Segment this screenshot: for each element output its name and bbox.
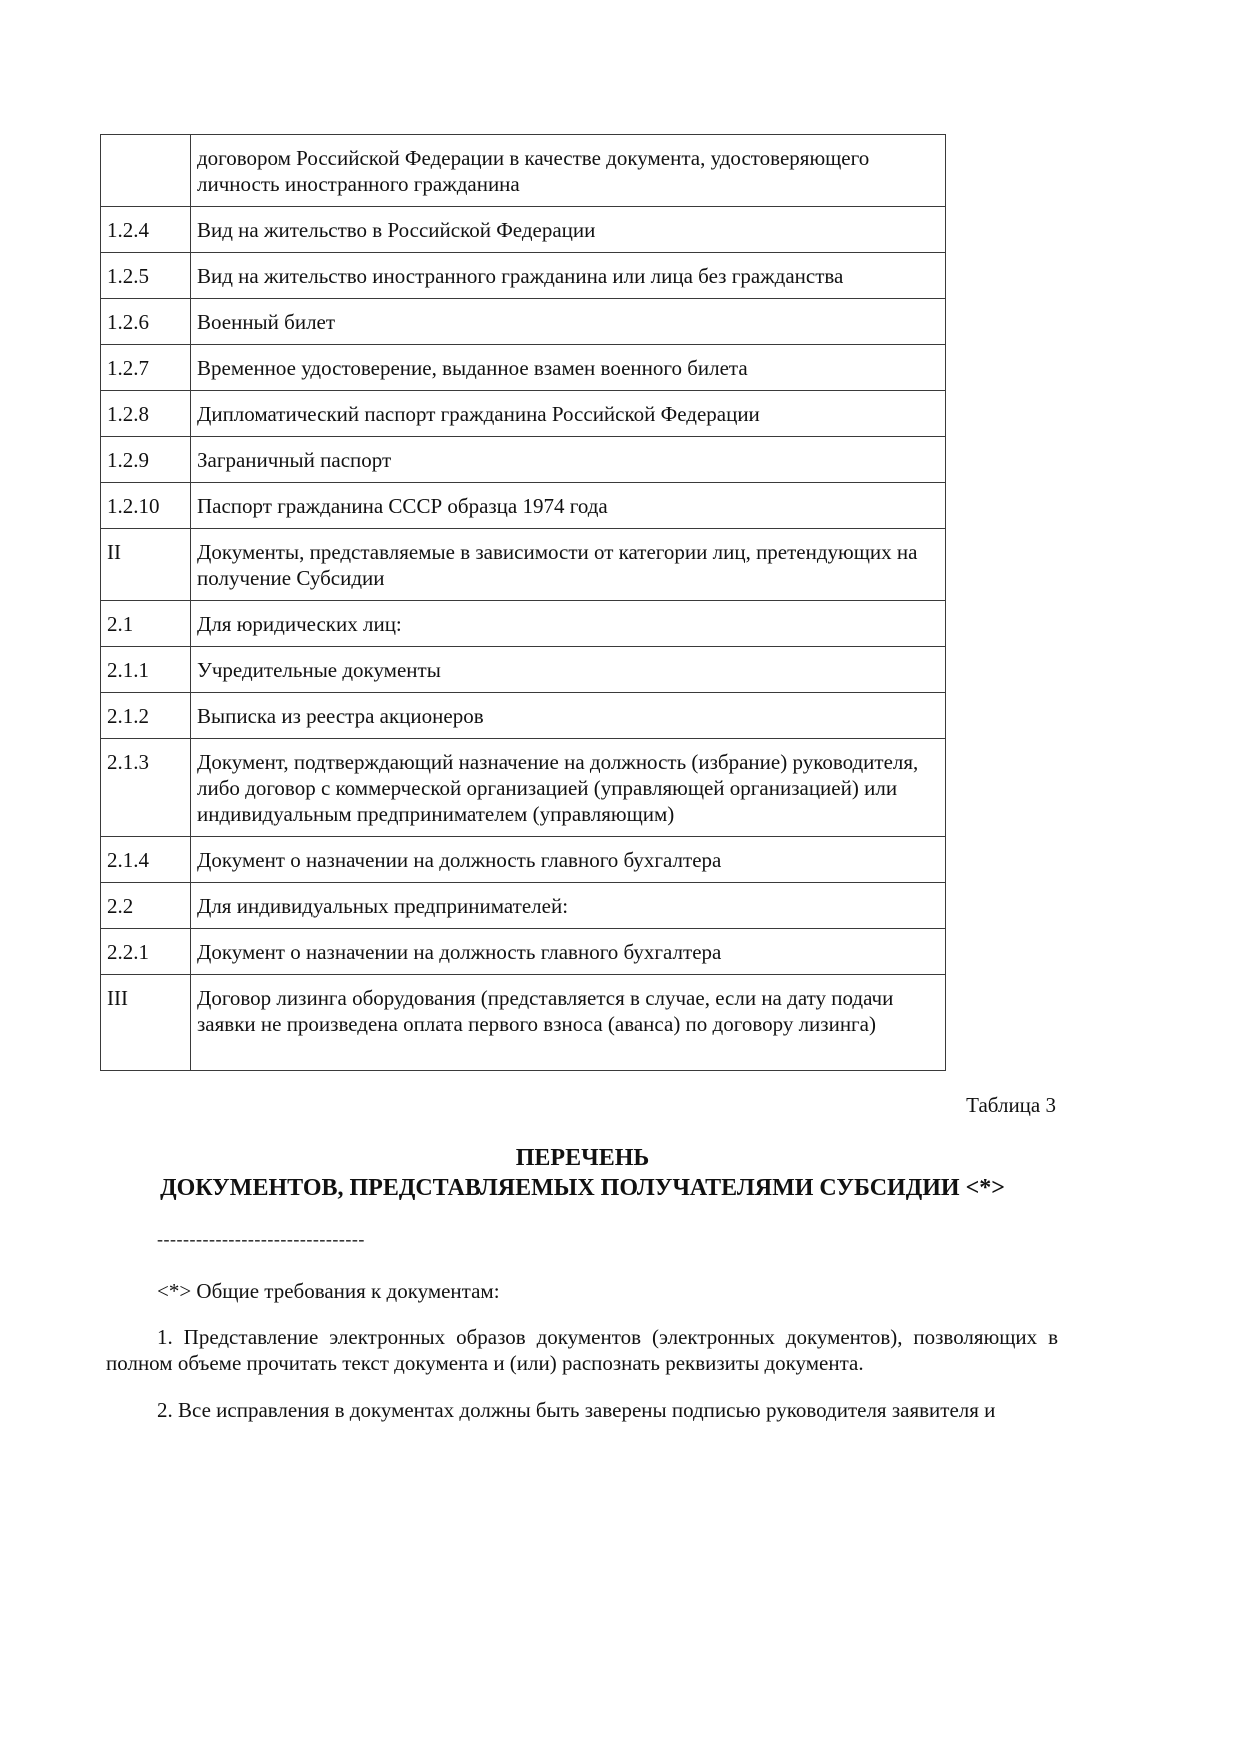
row-number: 2.1.1 <box>101 647 191 693</box>
row-number: 1.2.5 <box>101 253 191 299</box>
table-row <box>101 975 946 1071</box>
table-row <box>101 601 946 647</box>
table-row <box>101 207 946 253</box>
table-row <box>101 135 946 207</box>
row-number: 1.2.8 <box>101 391 191 437</box>
row-text: Договор лизинга оборудования (представляется в случае, если на дату подачи заявки не произведена оплата первого взноса (аванса) по договору лизинга) <box>191 975 946 1071</box>
row-text: Учредительные документы <box>191 647 946 693</box>
row-text: Дипломатический паспорт гражданина Российской Федерации <box>191 391 946 437</box>
title-line-1: ПЕРЕЧЕНЬ <box>515 1145 650 1171</box>
row-number: 1.2.4 <box>101 207 191 253</box>
row-text: Выписка из реестра акционеров <box>191 693 946 739</box>
row-number: 1.2.6 <box>101 299 191 345</box>
table-label: Таблица 3 <box>966 1093 1056 1117</box>
row-number: 1.2.9 <box>101 437 191 483</box>
row-text: Документ о назначении на должность главного бухгалтера <box>191 837 946 883</box>
table-row <box>101 647 946 693</box>
row-number: 2.2.1 <box>101 929 191 975</box>
row-number: 2.1 <box>101 601 191 647</box>
row-text: Документ о назначении на должность главного бухгалтера <box>191 929 946 975</box>
row-text: Для юридических лиц: <box>191 601 946 647</box>
table-row <box>101 437 946 483</box>
table-row <box>101 929 946 975</box>
table-row <box>101 837 946 883</box>
table-row <box>101 883 946 929</box>
row-text: Военный билет <box>191 299 946 345</box>
row-number: 2.1.4 <box>101 837 191 883</box>
row-text: Временное удостоверение, выданное взамен военного билета <box>191 345 946 391</box>
footnote-separator: -------------------------------- <box>157 1229 365 1249</box>
row-text: Заграничный паспорт <box>191 437 946 483</box>
footnote-item: 2. Все исправления в документах должны быть заверены подписью руководителя заявителя и <box>157 1398 996 1422</box>
footnote-heading: <*> Общие требования к документам: <box>157 1279 500 1303</box>
row-text: Вид на жительство иностранного гражданина или лица без гражданства <box>191 253 946 299</box>
row-number: 2.2 <box>101 883 191 929</box>
row-text: Паспорт гражданина СССР образца 1974 года <box>191 483 946 529</box>
row-number: II <box>101 529 191 601</box>
table-row <box>101 253 946 299</box>
table-row <box>101 529 946 601</box>
table-row <box>101 345 946 391</box>
table-row <box>101 391 946 437</box>
row-text: Вид на жительство в Российской Федерации <box>191 207 946 253</box>
row-text: договором Российской Федерации в качестве документа, удостоверяющего личность иностранного гражданина <box>191 135 946 207</box>
row-text: Документ, подтверждающий назначение на должность (избрание) руководителя, либо договор с коммерческой организацией (управляющей организацией) или индивидуальным предпринимателем (управляющим) <box>191 739 946 837</box>
row-number: 2.1.3 <box>101 739 191 837</box>
table-row <box>101 739 946 837</box>
footnote-item: 1. Представление электронных образов документов (электронных документов), позволяющих в полном объеме прочитать текст документа и (или) распознать реквизиты документа. <box>106 1325 1058 1375</box>
table-row <box>101 693 946 739</box>
row-text: Для индивидуальных предпринимателей: <box>191 883 946 929</box>
table-row <box>101 299 946 345</box>
documents-table <box>100 134 946 1071</box>
row-number: 2.1.2 <box>101 693 191 739</box>
page-title <box>100 1143 1065 1203</box>
row-number <box>101 135 191 207</box>
row-number: 1.2.7 <box>101 345 191 391</box>
row-text: Документы, представляемые в зависимости от категории лиц, претендующих на получение Субсидии <box>191 529 946 601</box>
title-line-2: ДОКУМЕНТОВ, ПРЕДСТАВЛЯЕМЫХ ПОЛУЧАТЕЛЯМИ СУБСИДИИ <*> <box>160 1175 1005 1201</box>
table-row <box>101 483 946 529</box>
row-number: III <box>101 975 191 1071</box>
row-number: 1.2.10 <box>101 483 191 529</box>
